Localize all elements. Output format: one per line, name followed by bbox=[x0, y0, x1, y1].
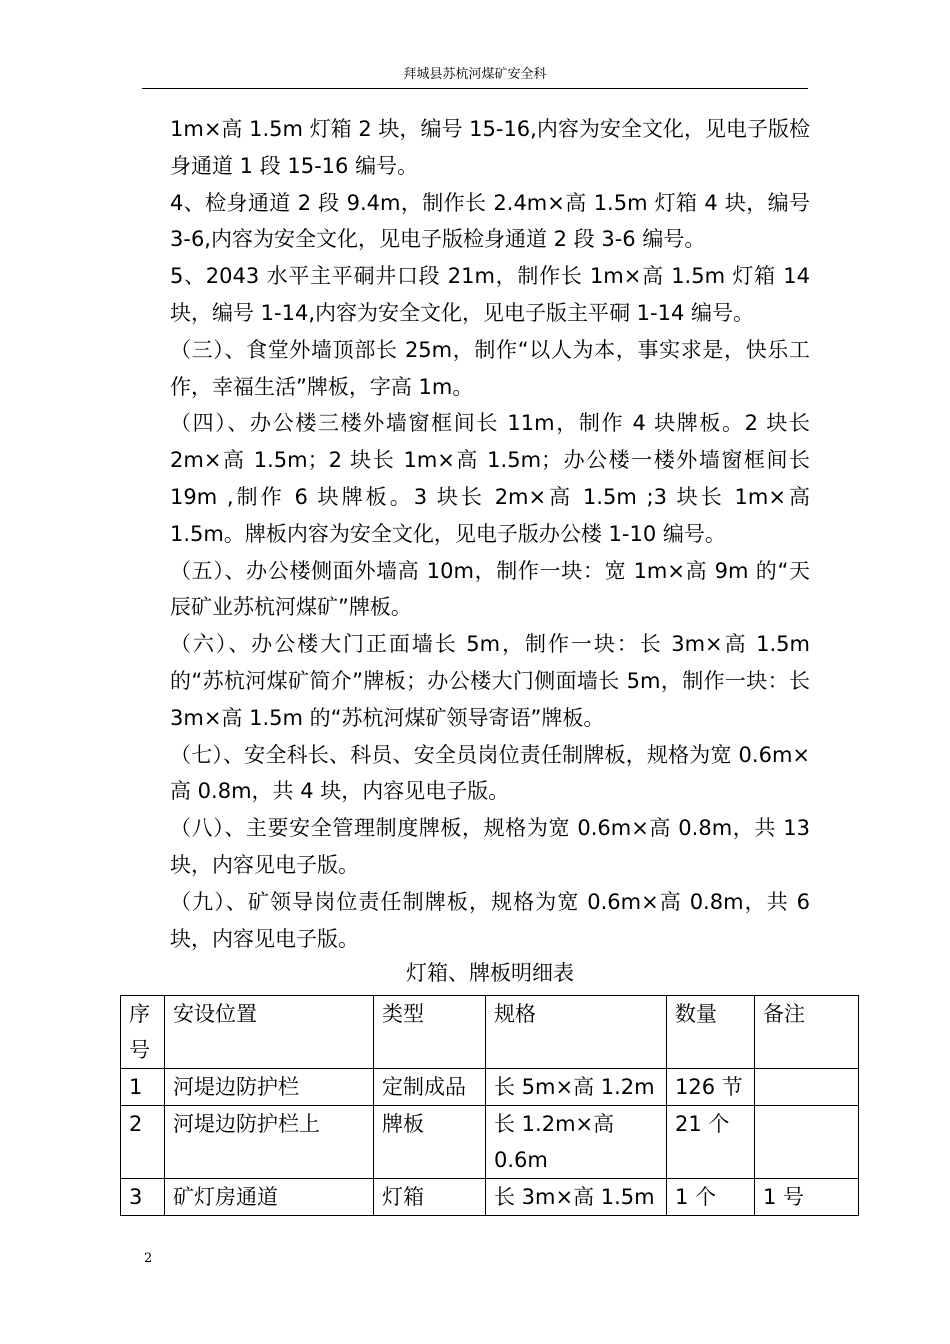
document-body bbox=[170, 111, 810, 957]
paragraph: （四）、办公楼三楼外墙窗框间长 11m，制作 4 块牌板。2 块长 2m×高 1.5m；2 块长 1m×高 1.5m；办公楼一楼外墙窗框间长 19m ,制作 6 块牌板。3 块长 2m×高 1.5m ;3 块长 1m×高 1.5m。牌板内容为安全文化，见电子版办公楼 1-10 编号。 bbox=[170, 411, 810, 546]
table-row bbox=[121, 1106, 859, 1179]
table-cell: 长 5m×高 1.2m bbox=[486, 1069, 667, 1106]
table-cell bbox=[755, 1106, 859, 1179]
table-cell: 3 bbox=[121, 1179, 165, 1216]
table-row bbox=[121, 1069, 859, 1106]
paragraph: 4、检身通道 2 段 9.4m，制作长 2.4m×高 1.5m 灯箱 4 块，编号 3-6,内容为安全文化，见电子版检身通道 2 段 3-6 编号。 bbox=[170, 190, 810, 252]
table-cell: 长 1.2m×高 0.6m bbox=[486, 1106, 667, 1179]
table-row bbox=[121, 1179, 859, 1216]
header-cell-index: 序号 bbox=[121, 996, 165, 1069]
paragraph: （八）、主要安全管理制度牌板，规格为宽 0.6m×高 0.8m，共 13 块，内容见电子版。 bbox=[170, 816, 810, 877]
page-number: 2 bbox=[144, 1251, 153, 1266]
table-cell: 长 3m×高 1.5m bbox=[486, 1179, 667, 1216]
table-cell: 河堤边防护栏 bbox=[165, 1069, 374, 1106]
paragraph: （九）、矿领导岗位责任制牌板，规格为宽 0.6m×高 0.8m，共 6 块，内容见电子版。 bbox=[170, 889, 810, 951]
table-header-row bbox=[121, 996, 859, 1069]
header-divider bbox=[142, 88, 808, 89]
table-cell bbox=[755, 1069, 859, 1106]
table-cell: 河堤边防护栏上 bbox=[165, 1106, 374, 1179]
table-cell: 21 个 bbox=[667, 1106, 755, 1179]
table-cell: 牌板 bbox=[374, 1106, 486, 1179]
paragraph: 5、2043 水平主平硐井口段 21m，制作长 1m×高 1.5m 灯箱 14 块，编号 1-14,内容为安全文化，见电子版主平硐 1-14 编号。 bbox=[170, 264, 810, 325]
paragraph: （六）、办公楼大门正面墙长 5m，制作一块：长 3m×高 1.5m 的“苏杭河煤矿简介”牌板；办公楼大门侧面墙长 5m，制作一块：长 3m×高 1.5m 的“苏杭河煤矿领导寄语”牌板。 bbox=[170, 632, 810, 730]
header-title: 拜城县苏杭河煤矿安全科 bbox=[403, 67, 547, 82]
table-cell: 灯箱 bbox=[374, 1179, 486, 1216]
detail-table bbox=[120, 995, 859, 1216]
header-cell-remark: 备注 bbox=[755, 996, 859, 1069]
paragraph: （五）、办公楼侧面外墙高 10m，制作一块：宽 1m×高 9m 的“天辰矿业苏杭河煤矿”牌板。 bbox=[170, 558, 810, 620]
table-cell: 1 号 bbox=[755, 1179, 859, 1216]
table-cell: 2 bbox=[121, 1106, 165, 1179]
paragraph: 1m×高 1.5m 灯箱 2 块，编号 15-16,内容为安全文化，见电子版检身通道 1 段 15-16 编号。 bbox=[170, 117, 810, 178]
table-cell: 126 节 bbox=[667, 1069, 755, 1106]
table-cell: 矿灯房通道 bbox=[165, 1179, 374, 1216]
paragraph: （三）、食堂外墙顶部长 25m，制作“以人为本，事实求是，快乐工作，幸福生活”牌板，字高 1m。 bbox=[170, 337, 810, 399]
header-cell-spec: 规格 bbox=[486, 996, 667, 1069]
table-cell: 定制成品 bbox=[374, 1069, 486, 1106]
header-cell-location: 安设位置 bbox=[165, 996, 374, 1069]
table-cell: 1 bbox=[121, 1069, 165, 1106]
table-cell: 1 个 bbox=[667, 1179, 755, 1216]
header-cell-type: 类型 bbox=[374, 996, 486, 1069]
header-cell-quantity: 数量 bbox=[667, 996, 755, 1069]
paragraph: （七）、安全科长、科员、安全员岗位责任制牌板，规格为宽 0.6m×高 0.8m，共 4 块，内容见电子版。 bbox=[170, 742, 810, 804]
table-caption: 灯箱、牌板明细表 bbox=[406, 961, 574, 985]
